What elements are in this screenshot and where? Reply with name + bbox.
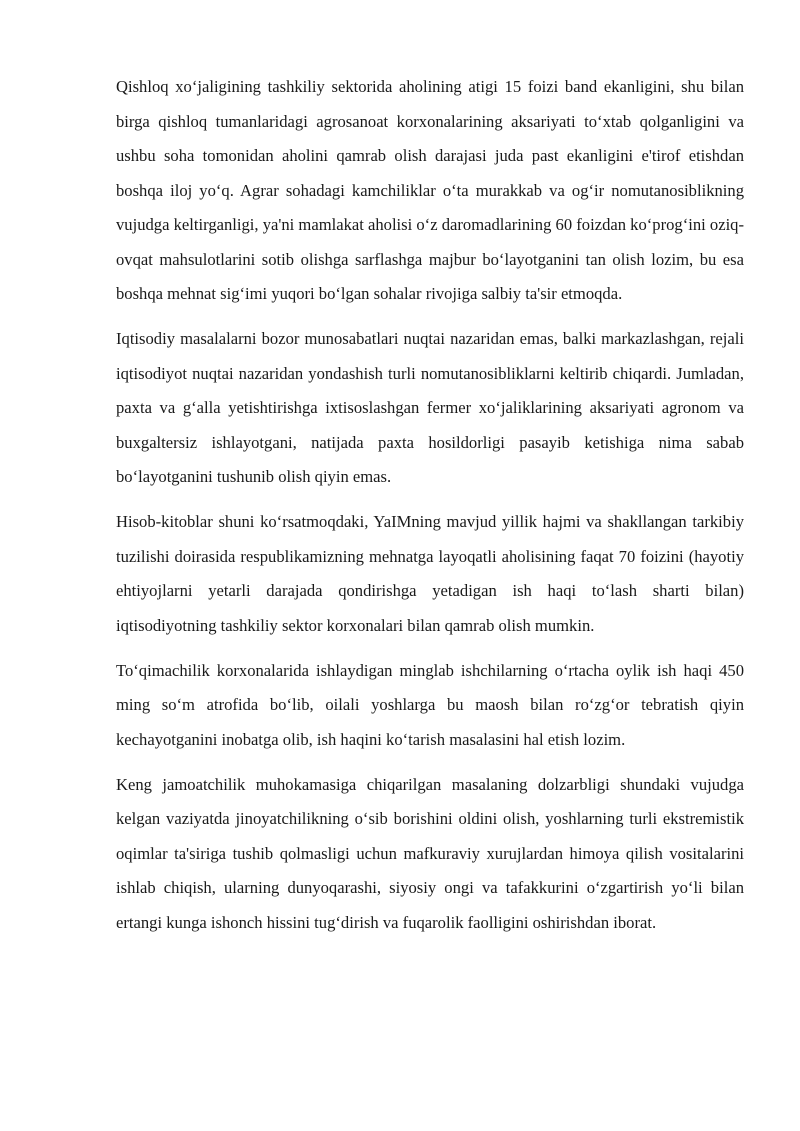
paragraph-public-discussion: Keng jamoatchilik muhokamasiga chiqarilgan masalaning dolzarbligi shundaki vujudga kelgan vaziyatda jinoyatchilikning o‘sib borishini oldini olish, yoshlarning turli ekstremistik oqimlar ta'siriga tushib qolmasligi uchun mafkuraviy xurujlardan himoya qilish vositalarini ishlab chiqish, ularning dunyoqarashi, siyosiy ongi va tafakkurini o‘zgartirish yo‘li bilan ertangi kunga ishonch hissini tug‘dirish va fuqarolik faolligini oshirishdan iborat.: [116, 774, 744, 932]
paragraph-gdp-calculations: Hisob-kitoblar shuni ko‘rsatmoqdaki, YaIMning mavjud yillik hajmi va shakllangan tarkibiy tuzilishi doirasida respublikamizning mehnatga layoqatli aholisining faqat 70 foizini (hayotiy ehtiyojlarni yetarli darajada qondirishga yetadigan ish haqi to‘lash sharti bilan) iqtisodiyotning tashkiliy sektor korxonalari bilan qamrab olish mumkin.: [116, 512, 744, 635]
paragraph-textile-wages: To‘qimachilik korxonalarida ishlaydigan minglab ishchilarning o‘rtacha oylik ish haqi 450 ming so‘m atrofida bo‘lib, oilali yoshlarga bu maosh bilan ro‘zg‘or tebratish qiyin kechayotganini inobatga olib, ish haqini ko‘tarish masalasini hal etish lozim.: [116, 660, 744, 749]
document-page: [116, 70, 744, 951]
paragraph-agriculture-sector: Qishloq xo‘jaligining tashkiliy sektorida aholining atigi 15 foizi band ekanligini, shu bilan birga qishloq tumanlaridagi agrosanoat korxonalarining aksariyati to‘xtab qolganligini va ushbu soha tomonidan aholini qamrab olish darajasi juda past ekanligini e'tirof etishdan boshqa iloj yo‘q. Agrar sohadagi kamchiliklar o‘ta murakkab va og‘ir nomutanosiblikning vujudga keltirganligi, ya'ni mamlakat aholisi o‘z daromadlarining 60 foizdan ko‘prog‘ini oziq-ovqat mahsulotlarini sotib olishga sarflashga majbur bo‘layotganini tan olish lozim, bu esa boshqa mehnat sig‘imi yuqori bo‘lgan sohalar rivojiga salbiy ta'sir etmoqda.: [116, 77, 745, 303]
paragraph-economic-approach: Iqtisodiy masalalarni bozor munosabatlari nuqtai nazaridan emas, balki markazlashgan, rejali iqtisodiyot nuqtai nazaridan yondashish turli nomutanosibliklarni keltirib chiqardi. Jumladan, paxta va g‘alla yetishtirishga ixtisoslashgan fermer xo‘jaliklarining aksariyati agronom va buxgaltersiz ishlayotgani, natijada paxta hosildorligi pasayib ketishiga nima sabab bo‘layotganini tushunib olish qiyin emas.: [116, 329, 744, 486]
